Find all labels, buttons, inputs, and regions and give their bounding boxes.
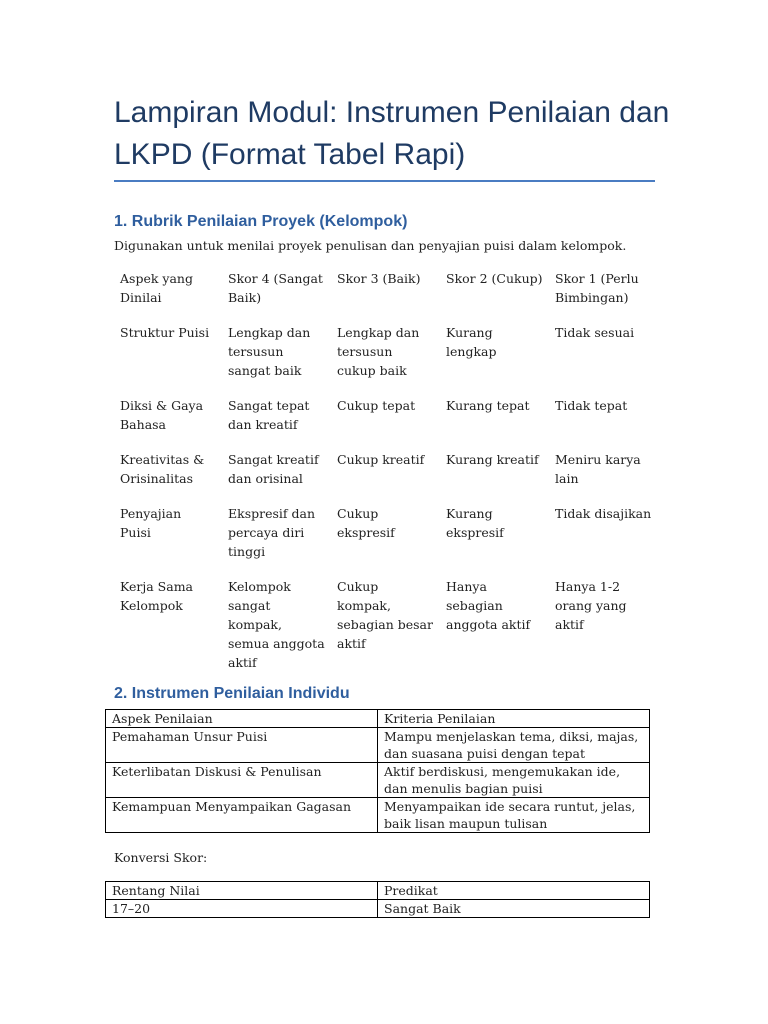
rubric-cell: Kelompok sangat kompak, semua anggota aktif	[228, 579, 325, 670]
individual-cell: Mampu menjelaskan tema, diksi, majas, dan suasana puisi dengan tepat	[378, 728, 650, 763]
individual-assessment-table	[105, 709, 650, 833]
table-row	[114, 447, 659, 501]
rubric-intro-text: Digunakan untuk menilai proyek penulisan dan penyajian puisi dalam kelompok.	[114, 238, 627, 253]
rubric-cell: Tidak sesuai	[555, 325, 635, 340]
table-row	[114, 501, 659, 574]
rubric-cell: Tidak disajikan	[555, 506, 652, 521]
table-row	[106, 798, 650, 833]
conversion-header-row	[106, 882, 650, 900]
title-divider	[114, 180, 655, 182]
table-row	[114, 574, 659, 685]
rubric-header-cell: Skor 1 (Perlu Bimbingan)	[555, 271, 639, 305]
page-title: Lampiran Modul: Instrumen Penilaian dan LKPD (Format Tabel Rapi)	[114, 96, 670, 171]
rubric-cell: Kerja Sama Kelompok	[120, 579, 193, 613]
rubric-cell: Hanya 1-2 orang yang aktif	[555, 579, 627, 632]
rubric-header-cell: Skor 2 (Cukup)	[446, 271, 543, 286]
table-row	[114, 320, 659, 393]
rubric-cell: Cukup kreatif	[337, 452, 425, 467]
table-row	[106, 900, 650, 918]
section-heading-individual: 2. Instrumen Penilaian Individu	[114, 685, 350, 702]
individual-header-row	[106, 710, 650, 728]
rubric-cell: Kurang ekspresif	[446, 506, 504, 540]
individual-header-cell: Kriteria Penilaian	[378, 710, 650, 728]
rubric-cell: Tidak tepat	[555, 398, 628, 413]
rubric-cell: Kurang kreatif	[446, 452, 539, 467]
rubric-cell: Cukup kompak, sebagian besar aktif	[337, 579, 433, 651]
conversion-header-cell: Predikat	[378, 882, 650, 900]
rubric-header-row	[114, 266, 659, 320]
conversion-header-cell: Rentang Nilai	[106, 882, 378, 900]
rubric-cell: Sangat tepat dan kreatif	[228, 398, 310, 432]
rubric-cell: Kreativitas & Orisinalitas	[120, 452, 205, 486]
rubric-cell: Sangat kreatif dan orisinal	[228, 452, 319, 486]
konversi-label: Konversi Skor:	[114, 850, 208, 865]
table-row	[106, 763, 650, 798]
rubric-header-cell: Skor 4 (Sangat Baik)	[228, 271, 323, 305]
rubric-cell: Struktur Puisi	[120, 325, 210, 340]
individual-cell: Kemampuan Menyampaikan Gagasan	[106, 798, 378, 833]
rubric-cell: Cukup ekspresif	[337, 506, 395, 540]
individual-cell: Keterlibatan Diskusi & Penulisan	[106, 763, 378, 798]
rubric-cell: Lengkap dan tersusun sangat baik	[228, 325, 311, 378]
rubric-cell: Meniru karya lain	[555, 452, 641, 486]
rubric-cell: Diksi & Gaya Bahasa	[120, 398, 204, 432]
rubric-cell: Hanya sebagian anggota aktif	[446, 579, 531, 632]
score-conversion-table	[105, 881, 650, 918]
individual-header-cell: Aspek Penilaian	[106, 710, 378, 728]
table-row	[106, 728, 650, 763]
individual-cell: Pemahaman Unsur Puisi	[106, 728, 378, 763]
rubric-cell: Lengkap dan tersusun cukup baik	[337, 325, 420, 378]
rubric-cell: Cukup tepat	[337, 398, 416, 413]
rubric-table	[114, 266, 659, 685]
rubric-header-cell: Skor 3 (Baik)	[337, 271, 421, 286]
rubric-header-cell: Aspek yang Dinilai	[120, 271, 193, 305]
rubric-cell: Kurang tepat	[446, 398, 530, 413]
rubric-cell: Ekspresif dan percaya diri tinggi	[228, 506, 316, 559]
rubric-cell: Kurang lengkap	[446, 325, 497, 359]
individual-cell: Menyampaikan ide secara runtut, jelas, baik lisan maupun tulisan	[378, 798, 650, 833]
individual-cell: Aktif berdiskusi, mengemukakan ide, dan menulis bagian puisi	[378, 763, 650, 798]
conversion-cell: Sangat Baik	[378, 900, 650, 918]
section-heading-rubric: 1. Rubrik Penilaian Proyek (Kelompok)	[114, 213, 408, 230]
rubric-cell: Penyajian Puisi	[120, 506, 182, 540]
table-row	[114, 393, 659, 447]
conversion-cell: 17–20	[106, 900, 378, 918]
